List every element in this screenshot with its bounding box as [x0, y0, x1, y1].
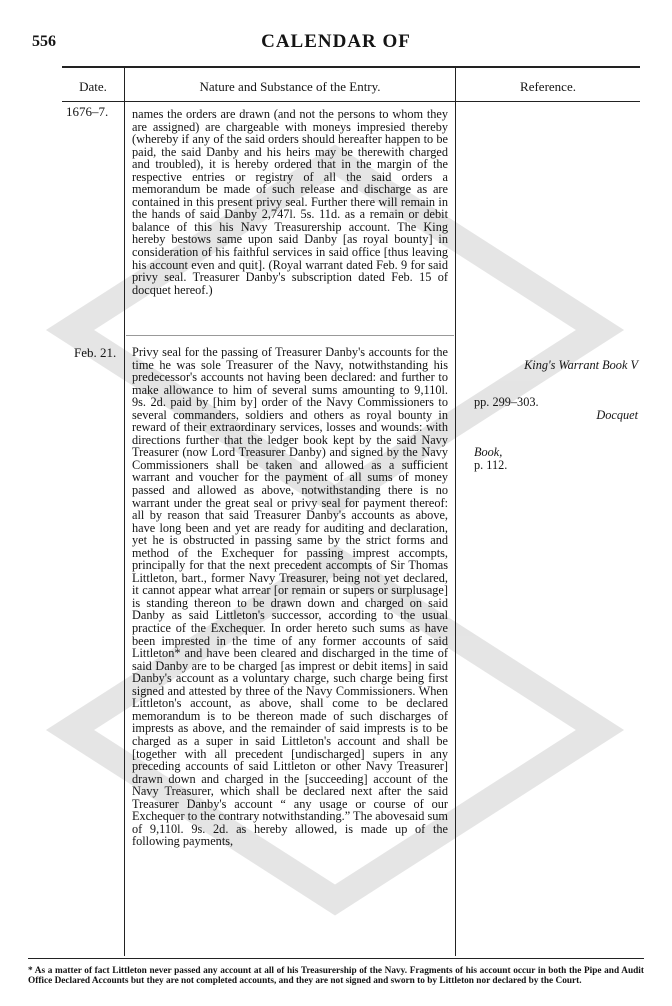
reference-line: King's Warrant Book V	[524, 357, 638, 372]
entry-text: Privy seal for the passing of Treasurer Danby's accounts for the time he was sole Treasurer of the Navy, notwithstanding his predecessor's accounts not having been declared: and further to make allowance to him of several sums amounting to 9,110l. 9s. 2d. paid by [him by] order of the Navy Commissioners to several commanders, soldiers and others as royal bounty in reward of their extraordinary services, losses and wounds: with directions further that the ledger book kept by the said Navy Treasurer (now Lord Treasurer Danby) and signed by the Navy Commissioners shall be taken and allowed as a sufficient warrant and voucher for the payment of all sums of money passed and allowed as above, notwithstanding there is no warrant under the great seal or privy seal for payment thereof: all by reason that said Treasurer Danby's accounts as above, have long been and yet are ready for auditing and declaration, yet he is obstructed in passing same by the strict forms and method of the Exchequer for passing imprest accompts, principally for that the next precedent accompts of Sir Thomas Littleton, bart., former Navy Treasurer, being not yet declared, it cannot appear what arrear [or remain or supers or surplusage] is standing thereon to be drawn down and charged on said Danby as said Littleton's successor, according to the usual practice of the Exchequer. In order hereto such sums as have been imprested in the time of any former accounts of said Littleton* and have been cleared and discharged in the time of said Danby are to be charged [as imprest or debit items] in said Danby's account as a voluntary charge, such charge being first signed and attested by three of the Navy Commissioners. When Littleton's account, as above, shall come to be declared memorandum is to be thereon made of such discharges of imprests as above, and the remainder of said imprests is to be charged as a super in said Littleton's account and shall be [together with all precedent [undischarged] supers in any preceding accounts of said Littleton or other Navy Treasurer] drawn down and charged in the [succeeding] account of the Navy Treasurer, which shall be declared next after the said Treasurer Danby's account “ any usage or course of our Exchequer to the contrary notwithstanding.” The abovesaid sum of 9,110l. 9s. 2d. as hereby allowed, is made up of the following payments,	[132, 345, 448, 849]
table-top-rule	[62, 66, 640, 68]
reference-source: Docquet	[596, 407, 638, 422]
footnote-rule	[28, 958, 644, 959]
column-divider-left	[124, 67, 125, 956]
entry-text: names the orders are drawn (and not the persons to whom they are assigned) are chargeable with moneys impresied thereby (whereby if any of the said orders should hereafter happen to be paid, the said Danby and his heirs may be therewith charged and troubled), it is hereby ordered that in the margin of the respective entries or registry of all the said orders a memorandum be made of such release and discharge as are contained in this present privy seal. Further there will remain in the hands of said Danby 2,747l. 5s. 11d. as a remain or debit balance of this his Navy Treasurership account. The King hereby bestows same upon said Danby [as royal bounty] in consideration of his faithful services in said office [thus leaving his account even and quit]. (Royal warrant dated Feb. 9 for said privy seal. Treasurer Danby's subscription dated Feb. 15 of docquet hereof.)	[132, 107, 448, 297]
running-head: CALENDAR OF	[261, 31, 411, 52]
column-header-nature: Nature and Substance of the Entry.	[199, 79, 381, 94]
page-number: 556	[32, 33, 56, 50]
reference-source: Book,	[474, 445, 503, 460]
reference-pages: pp. 299–303.	[474, 395, 539, 410]
reference-pages: p. 112.	[474, 457, 508, 472]
entry-reference	[462, 346, 638, 484]
entry-date: 1676–7.	[66, 104, 109, 119]
column-header-reference: Reference.	[520, 79, 576, 94]
table-header-rule	[62, 101, 640, 102]
entry-separator	[126, 335, 454, 336]
column-divider-right	[455, 67, 456, 956]
column-header-date: Date.	[79, 79, 107, 94]
reference-line	[462, 434, 638, 472]
reference-line	[462, 384, 638, 422]
entry-date: Feb. 21.	[74, 345, 117, 360]
footnote: * As a matter of fact Littleton never passed any account at all of his Treasurership of the Navy. Fragments of his account occur in both the Pipe and Audit Office Declared Accounts but they are not completed accounts, and they are not signed and sworn to by Littleton nor declared by the Court.	[28, 966, 644, 986]
